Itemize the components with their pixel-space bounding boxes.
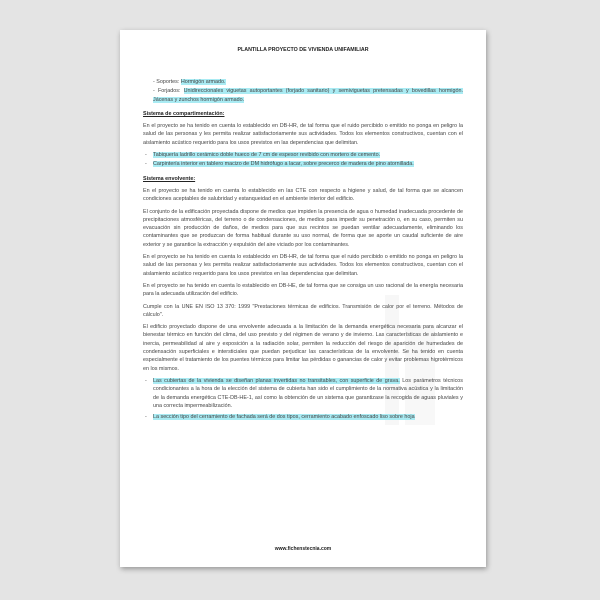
- envolvente-paragraph-4: En el proyecto se ha tenido en cuenta lo establecido en DB-HE, de tal forma que se consiga un uso racional de la energía necesaria para la adecuada utilización del edificio.: [143, 282, 463, 298]
- list-item: - Tabiquería ladrillo cerámico doble hueco de 7 cm de espesor revibido con mortero de cemento.: [145, 152, 381, 159]
- dash-bullet-icon: -: [145, 377, 147, 384]
- forjados-line: - Forjados: Unidireccionales viguetas autoportantes (forjado sanitario) y semiviguetas pretensadas y bovedillas hormigón. Jácenas y zunchos hormigón armado.: [153, 88, 463, 103]
- soportes-value: Hormigón armado.: [180, 79, 226, 85]
- envolvente-paragraph-2: El conjunto de la edificación proyectada dispone de medios que impiden la presencia de agua o humedad inadecuada procedente de precipitaciones atmosféricas, del terreno o de condensaciones, de medios para impedir su penetración o, en su caso, permiten su evacuación sin producción de daños, de medios para que sus recintos se puedan ventilar adecuadamente, eliminando los contaminantes que se produzcan de forma habitual durante su uso normal, de forma que se aporte un caudal suficiente de aire exterior y se garantice la extracción y expulsión del aire viciado por los contaminantes.: [143, 208, 463, 248]
- compartimentacion-heading: Sistema de compartimentación:: [143, 110, 225, 117]
- envolvente-paragraph-3: En el proyecto se ha tenido en cuenta lo establecido en DB-HR, de tal forma que el ruido percibido o emitido no ponga en peligro la salud de las personas y les permita realizar satisfactoriamente sus actividades. Todos los elementos constructivos, cuentan con el aislamiento acústico requerido para los usos previstos en las dependencias que delimitan.: [143, 254, 463, 277]
- soportes-line: - Soportes: Hormigón armado.: [153, 79, 226, 85]
- envolvente-paragraph-1: En el proyecto se ha tenido en cuenta lo establecido en las CTE con respecto a higiene y salud, de tal forma que se alcancen condiciones aceptables de salubridad y estanqueidad en el ambiente interior del edificio.: [143, 187, 463, 203]
- list-item: - La sección tipo del cerramiento de fachada será de dos tipos, cerramiento acabado enfoscado liso sobre hoja: [145, 414, 415, 421]
- list-item: - Las cubiertas de la vivienda se diseñan planas invertidas no transitables, con superficie de grava. Los parámetros técnicos condicionantes a la hora de la elección del sistema de cubierta han sido el cumplimiento de la normativa acústica y la limitación de la demanda energética CTE-DB-HE-1, así como la obtención de un sistema que garantizase la recogida de aguas pluviales y una correcta impermeabilización.: [145, 377, 463, 409]
- document-page: [120, 30, 486, 567]
- list-item: - Carpintería interior en tablero macizo de DM hidrófugo a lacar, sobre precerco de madera de pino atornillada.: [145, 161, 414, 168]
- dash-bullet-icon: -: [145, 152, 147, 159]
- document-body: [143, 78, 463, 422]
- envolvente-paragraph-5: Cumple con la UNE EN ISO 13 370: 1999 "Prestaciones térmicas de edificios. Transmisión de calor por el terreno. Métodos de cálculo".: [143, 303, 463, 318]
- compartimentacion-paragraph: En el proyecto se ha tenido en cuenta lo establecido en DB-HR, de tal forma que el ruido percibido o emitido no ponga en peligro la salud de las personas y les permita realizar satisfactoriamente sus actividades. Todos los elementos constructivos, cuentan con el aislamiento acústico requerido para los usos previstos en las dependencias que delimitan.: [143, 123, 463, 146]
- envolvente-heading: Sistema envolvente:: [143, 175, 196, 182]
- dash-bullet-icon: -: [145, 161, 147, 168]
- forjados-value: Unidireccionales viguetas autoportantes (forjado sanitario) y semiviguetas pretensadas y bovedillas hormigón. Jácenas y zunchos hormigón armado.: [153, 88, 463, 103]
- envolvente-paragraph-6: El edificio proyectado dispone de una envolvente adecuada a la limitación de la demanda energética necesaria para alcanzar el bienestar térmico en función del clima, del uso previsto y del régimen de verano y de invierno. Las características de aislamiento e inercia, permeabilidad al aire y exposición a la radiación solar, permiten la reducción del riesgo de aparición de humedades de condensación superficiales e intersticiales que puedan perjudicar las características de la envolvente. Se ha tenido en cuenta especialmente el tratamiento de los puentes térmicos para limitar las pérdidas o ganancias de calor y evitar problemas higrotérmicos en los mismos.: [143, 324, 463, 372]
- dash-bullet-icon: -: [145, 414, 147, 421]
- document-header: PLANTILLA PROYECTO DE VIVIENDA UNIFAMILIAR: [237, 47, 369, 53]
- document-footer-url: www.fichenstecnia.com: [274, 546, 332, 552]
